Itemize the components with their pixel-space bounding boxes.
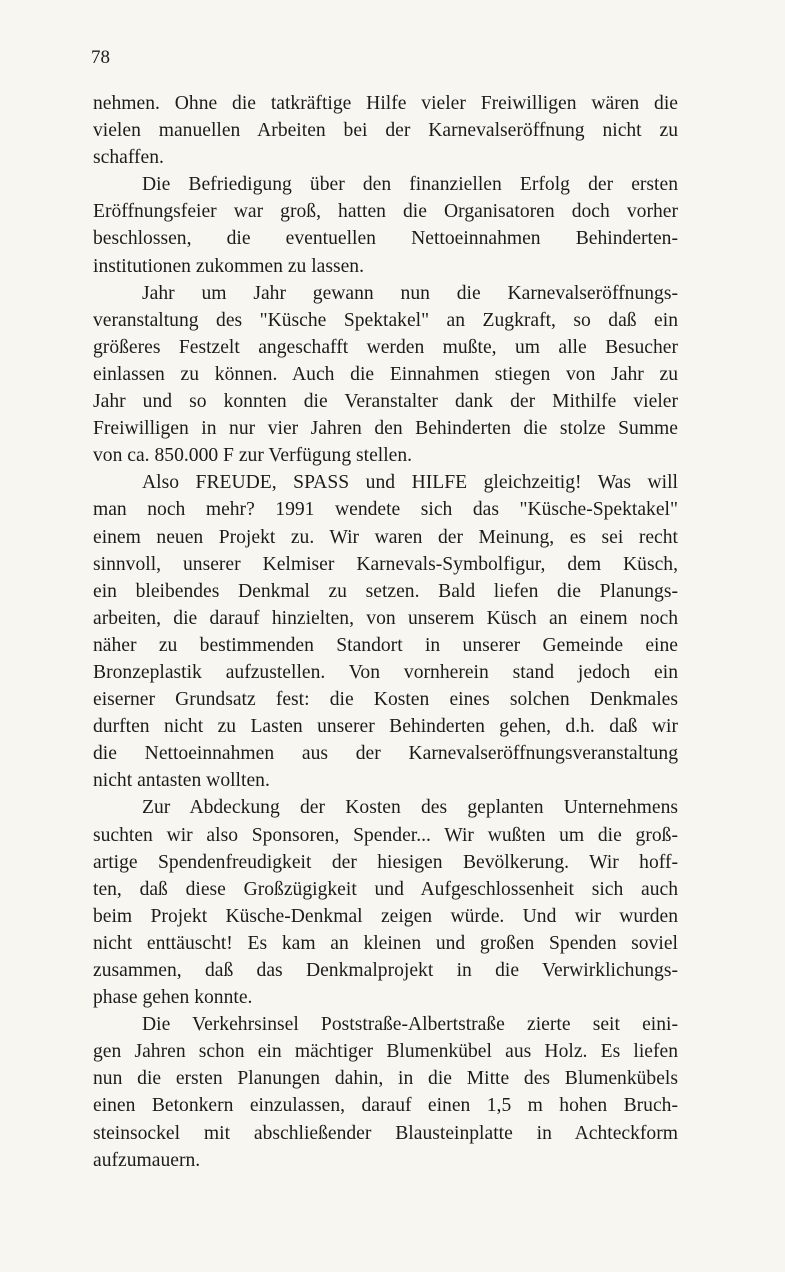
text-line: nehmen. Ohne die tatkräftige Hilfe vieler Freiwilligen wären die (93, 93, 678, 114)
paragraph (93, 171, 678, 279)
text-line: artige Spendenfreudigkeit der hiesigen Bevölkerung. Wir hoff- (93, 851, 678, 873)
text-line: suchten wir also Sponsoren, Spender... Wir wußten um die groß- (93, 824, 678, 846)
text-line: zusammen, daß das Denkmalprojekt in die Verwirklichungs- (93, 960, 678, 981)
text-line: beschlossen, die eventuellen Nettoeinnahmen Behinderten- (93, 228, 678, 250)
text-line: Jahr um Jahr gewann nun die Karnevalseröffnungs- (142, 282, 678, 304)
text-line: Also FREUDE, SPASS und HILFE gleichzeitig! Was will (142, 472, 678, 494)
text-line: Zur Abdeckung der Kosten des geplanten Unternehmens (142, 797, 678, 819)
text-line: sinnvoll, unserer Kelmiser Karnevals-Symbolfigur, dem Küsch, (93, 553, 678, 575)
text-line: Eröffnungsfeier war groß, hatten die Organisatoren doch vorher (93, 201, 678, 223)
text-line: von ca. 850.000 F zur Verfügung stellen. (93, 445, 413, 467)
text-line: nicht enttäuscht! Es kam an kleinen und großen Spenden soviel (93, 932, 678, 954)
text-line: Jahr und so konnten die Veranstalter dank der Mithilfe vieler (93, 391, 678, 413)
paragraph (93, 794, 678, 1011)
text-line: Freiwilligen in nur vier Jahren den Behinderten die stolze Summe (93, 418, 678, 440)
text-line: einen Betonkern einzulassen, darauf einen 1,5 m hohen Bruch- (93, 1095, 678, 1117)
paragraph (93, 469, 678, 794)
text-line: ten, daß diese Großzügigkeit und Aufgeschlossenheit sich auch (93, 878, 678, 900)
text-line: steinsockel mit abschließender Blausteinplatte in Achteckform (93, 1122, 678, 1144)
text-line: man noch mehr? 1991 wendete sich das "Küsche-Spektakel" (93, 499, 678, 521)
text-line: einlassen zu können. Auch die Einnahmen stiegen von Jahr zu (93, 363, 678, 385)
text-line: vielen manuellen Arbeiten bei der Karnevalseröffnung nicht zu (93, 120, 678, 142)
text-line: schaffen. (93, 147, 164, 169)
text-line: gen Jahren schon ein mächtiger Blumenkübel aus Holz. Es liefen (93, 1041, 678, 1063)
text-line: größeres Festzelt angeschafft werden mußte, um alle Besucher (93, 336, 678, 358)
text-line: Die Verkehrsinsel Poststraße-Albertstraße zierte seit eini- (142, 1014, 678, 1036)
text-line: ein bleibendes Denkmal zu setzen. Bald liefen die Planungs- (93, 580, 678, 602)
text-line: phase gehen konnte. (93, 987, 253, 1009)
text-line: beim Projekt Küsche-Denkmal zeigen würde. Und wir wurden (93, 905, 678, 927)
text-line: nicht antasten wollten. (93, 770, 270, 792)
text-line: nun die ersten Planungen dahin, in die Mitte des Blumenkübels (93, 1068, 678, 1090)
text-line: veranstaltung des "Küsche Spektakel" an Zugkraft, so daß ein (93, 309, 678, 331)
text-line: Bronzeplastik aufzustellen. Von vornherein stand jedoch ein (93, 661, 678, 683)
paragraph (93, 280, 678, 470)
text-line: aufzumauern. (93, 1149, 201, 1171)
text-line: eiserner Grundsatz fest: die Kosten eines solchen Denkmales (93, 689, 678, 711)
text-line: einem neuen Projekt zu. Wir waren der Meinung, es sei recht (93, 526, 678, 548)
text-line: durften nicht zu Lasten unserer Behinderten gehen, d.h. daß wir (93, 716, 678, 738)
text-line: arbeiten, die darauf hinzielten, von unserem Küsch an einem noch (93, 607, 678, 629)
body-text (93, 90, 678, 1174)
text-line: Die Befriedigung über den finanziellen Erfolg der ersten (142, 174, 678, 196)
text-line: die Nettoeinnahmen aus der Karnevalseröffnungsveranstaltung (93, 743, 678, 765)
page-number: 78 (91, 47, 110, 68)
text-line: näher zu bestimmenden Standort in unserer Gemeinde eine (93, 634, 678, 656)
paragraph (93, 1011, 678, 1174)
paragraph (93, 90, 678, 171)
text-line: institutionen zukommen zu lassen. (93, 255, 365, 277)
